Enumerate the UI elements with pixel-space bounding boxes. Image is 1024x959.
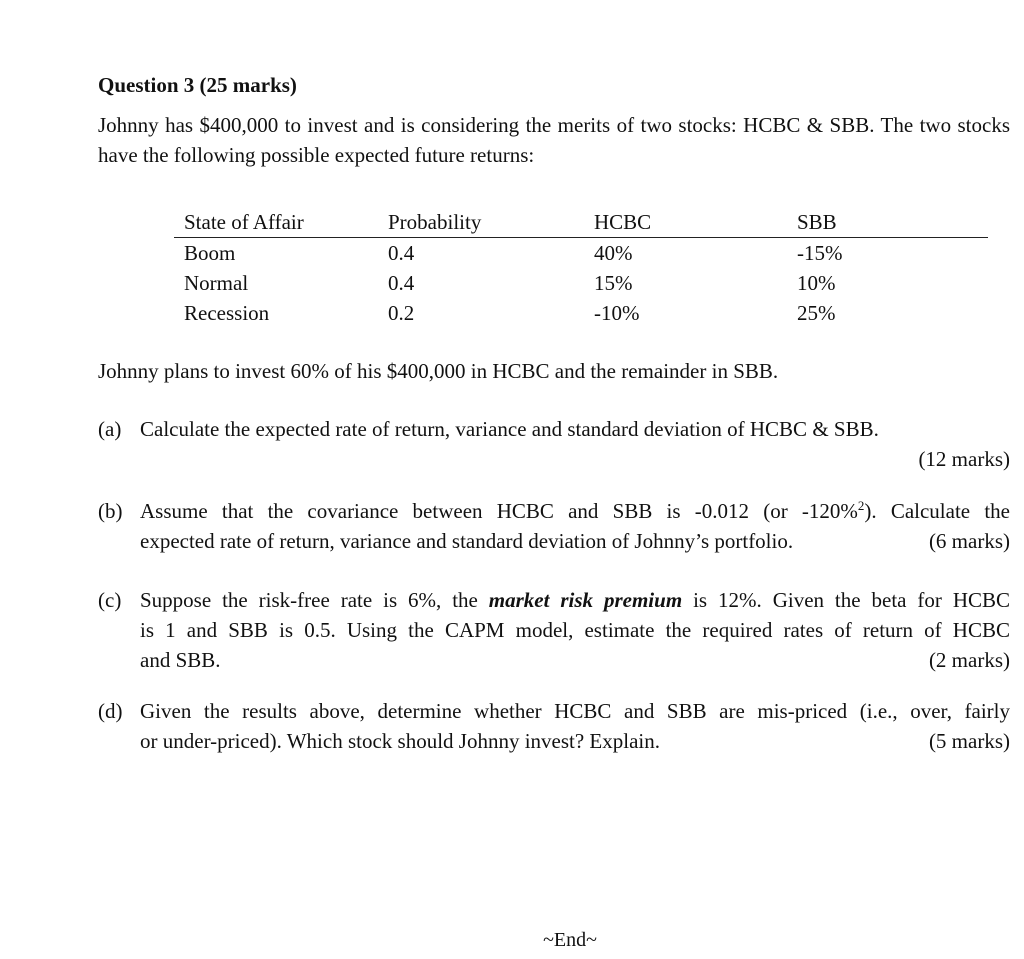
table-cell-hcbc: 40% bbox=[594, 241, 633, 265]
investment-plan: Johnny plans to invest 60% of his $400,000 in HCBC and the remainder in SBB. bbox=[98, 359, 779, 383]
part-b-line-1-post: ). Calculate the bbox=[864, 499, 1010, 523]
table-header-sbb: SBB bbox=[787, 207, 988, 238]
part-c-line-3-text: and SBB. bbox=[140, 648, 221, 672]
table-row bbox=[174, 298, 988, 328]
table-cell-hcbc: 15% bbox=[594, 271, 633, 295]
table-cell-state: Recession bbox=[184, 301, 270, 325]
part-c-emphasis: market risk premium bbox=[488, 588, 683, 612]
table-cell-sbb: 10% bbox=[797, 271, 836, 295]
part-b-superscript: 2 bbox=[857, 498, 865, 513]
part-d-line-1: Given the results above, determine whether HCBC and SBB are mis-priced (i.e., over, fairly bbox=[140, 699, 1010, 723]
table-header-row bbox=[174, 207, 988, 238]
part-a-label: (a) bbox=[98, 417, 122, 441]
table-header-hcbc: HCBC bbox=[584, 207, 787, 238]
part-d-label: (d) bbox=[98, 699, 123, 723]
part-d-body bbox=[140, 696, 1010, 756]
table-header-state: State of Affair bbox=[174, 207, 378, 238]
table-cell-sbb: 25% bbox=[797, 301, 836, 325]
returns-table bbox=[174, 207, 988, 328]
part-d-line-2 bbox=[140, 726, 1010, 756]
table-header-probability: Probability bbox=[378, 207, 584, 238]
part-b-body bbox=[140, 496, 1010, 556]
part-c-marks: (2 marks) bbox=[928, 648, 1010, 672]
table-cell-probability: 0.2 bbox=[388, 301, 415, 325]
part-b-line-2-text: expected rate of return, variance and standard deviation of Johnny’s portfolio. bbox=[140, 529, 794, 553]
part-b-marks: (6 marks) bbox=[928, 529, 1010, 553]
table-row bbox=[174, 238, 988, 269]
table-cell-sbb: -15% bbox=[797, 241, 843, 265]
part-c-label: (c) bbox=[98, 588, 122, 612]
part-b-label: (b) bbox=[98, 499, 123, 523]
table-row bbox=[174, 268, 988, 298]
table-cell-state: Boom bbox=[184, 241, 236, 265]
part-b-line-1 bbox=[140, 496, 1010, 526]
part-d-line-2-text: or under-priced). Which stock should Johnny invest? Explain. bbox=[140, 729, 660, 753]
part-b-line-2 bbox=[140, 526, 1010, 556]
part-c-line-1-post: is 12%. Given the beta for HCBC bbox=[682, 588, 1011, 612]
end-marker: ~End~ bbox=[543, 929, 597, 951]
part-a-text: Calculate the expected rate of return, variance and standard deviation of HCBC & SBB. bbox=[140, 417, 879, 441]
part-c-line-1-pre: Suppose the risk-free rate is 6%, the bbox=[140, 588, 489, 612]
table-cell-hcbc: -10% bbox=[594, 301, 640, 325]
question-intro: Johnny has $400,000 to invest and is considering the merits of two stocks: HCBC & SBB. The two stocks have the following possible expected future returns: bbox=[98, 113, 1010, 167]
part-c-body bbox=[140, 585, 1010, 675]
part-d-marks: (5 marks) bbox=[928, 729, 1010, 753]
part-c-line-1 bbox=[140, 585, 1010, 615]
table-cell-state: Normal bbox=[184, 271, 249, 295]
table-cell-probability: 0.4 bbox=[388, 271, 415, 295]
question-heading: Question 3 (25 marks) bbox=[98, 73, 297, 97]
part-b-line-1-pre: Assume that the covariance between HCBC and SBB is -0.012 (or -120% bbox=[140, 499, 858, 523]
part-a-body bbox=[140, 414, 1010, 474]
part-c-line-2: is 1 and SBB is 0.5. Using the CAPM model, estimate the required rates of return of HCBC bbox=[140, 618, 1010, 642]
part-c-line-3 bbox=[140, 645, 1010, 675]
table-cell-probability: 0.4 bbox=[388, 241, 415, 265]
part-a-marks: (12 marks) bbox=[918, 447, 1010, 471]
